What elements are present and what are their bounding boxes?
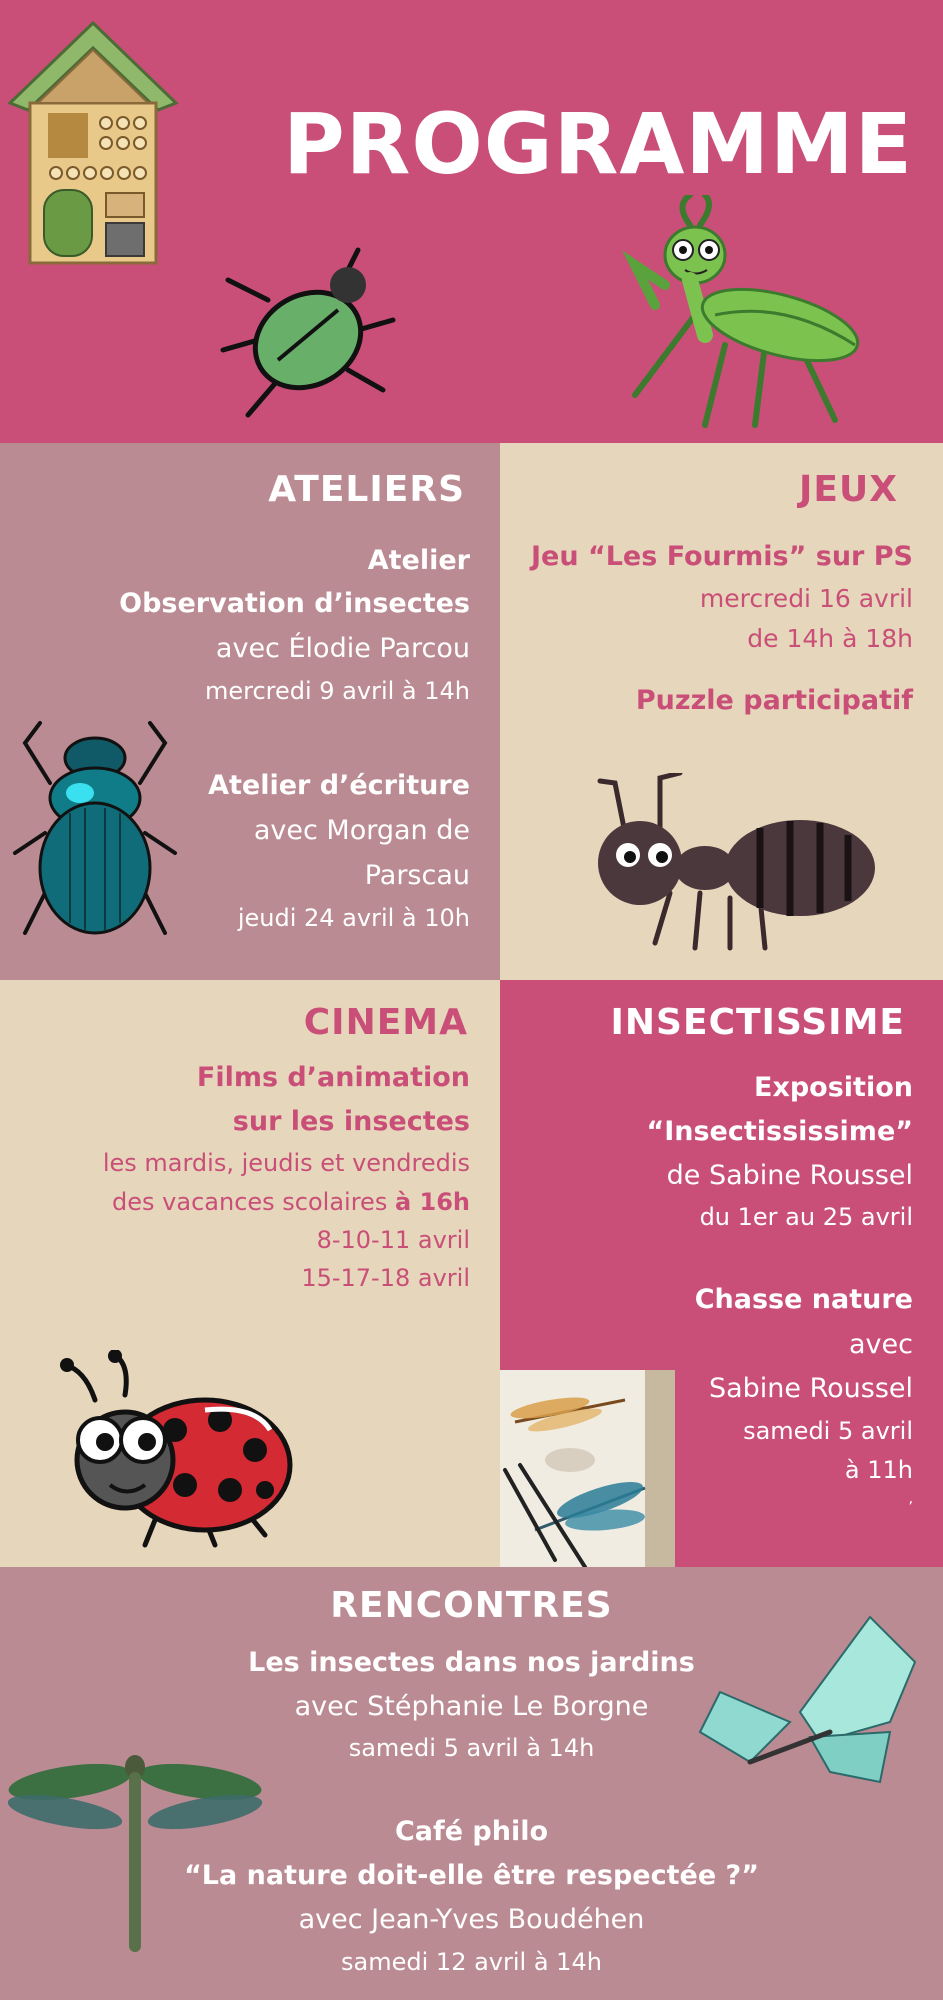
ateliers-title: ATELIERS: [268, 469, 465, 510]
cinema-title-line2: sur les insectes: [232, 1106, 470, 1137]
atelier-2-title: Atelier d’écriture: [208, 770, 470, 801]
cinema-dates-1: 8-10-11 avril: [316, 1226, 470, 1254]
jeux-1-title: Jeu “Les Fourmis” sur PS: [531, 541, 913, 572]
rencontre-2-subtitle: “La nature doit-elle être respectée ?”: [184, 1860, 759, 1891]
butterfly-icon: [690, 1612, 920, 1802]
page-title: PROGRAMME: [283, 95, 913, 193]
jeux-title: JEUX: [799, 469, 898, 510]
rencontre-2-host: avec Jean-Yves Boudéhen: [298, 1904, 645, 1935]
beetle-icon: [218, 240, 398, 430]
insectissime-title: INSECTISSIME: [610, 1002, 905, 1043]
rencontres-title: RENCONTRES: [330, 1585, 613, 1626]
dragonfly-icon: [5, 1727, 265, 1967]
expo-title: “Insectississime”: [646, 1116, 913, 1147]
insect-hotel-icon: [8, 18, 178, 268]
chasse-avec: avec: [849, 1329, 913, 1360]
atelier-1-label: Atelier: [367, 545, 470, 576]
rencontre-1-date: samedi 5 avril à 14h: [348, 1734, 595, 1762]
cinema-title: CINEMA: [303, 1002, 468, 1043]
cinema-dates-2: 15-17-18 avril: [301, 1264, 470, 1292]
mantis-icon: [595, 195, 875, 440]
cinema-time: à 16h: [394, 1188, 470, 1216]
rencontre-1-host: avec Stéphanie Le Borgne: [294, 1691, 649, 1722]
expo-artist: de Sabine Roussel: [666, 1160, 913, 1191]
cinema-title-line1: Films d’animation: [196, 1062, 470, 1093]
chasse-time: à 11h: [844, 1456, 913, 1484]
jeux-section: [500, 443, 943, 980]
atelier-2-host-line2: Parscau: [364, 860, 470, 891]
chasse-host: Sabine Roussel: [708, 1373, 913, 1404]
scarab-icon: [10, 713, 180, 943]
jeux-1-date: mercredi 16 avril: [699, 584, 913, 613]
insectissime-section: [500, 980, 943, 1567]
jeux-2-title: Puzzle participatif: [635, 685, 913, 716]
damselfly-drawing-icon: [500, 1370, 675, 1567]
rencontre-2-title: Café philo: [394, 1816, 549, 1847]
header-section: [0, 0, 943, 443]
cinema-period-text: des vacances scolaires: [112, 1188, 395, 1216]
chasse-mark: ‚: [908, 1491, 913, 1507]
cinema-period: [112, 1187, 470, 1218]
jeux-1-time: de 14h à 18h: [747, 624, 913, 653]
atelier-1-date: mercredi 9 avril à 14h: [204, 677, 470, 705]
atelier-2-date: jeudi 24 avril à 10h: [237, 904, 470, 932]
chasse-date: samedi 5 avril: [743, 1417, 913, 1445]
cinema-section: [0, 980, 500, 1567]
rencontres-section: [0, 1567, 943, 2000]
cinema-days: les mardis, jeudis et vendredis: [102, 1149, 470, 1177]
chasse-title: Chasse nature: [694, 1284, 913, 1315]
ladybug-icon: [55, 1350, 295, 1550]
atelier-2-host-line1: avec Morgan de: [253, 815, 470, 846]
expo-dates: du 1er au 25 avril: [699, 1203, 913, 1231]
ant-icon: [590, 773, 880, 953]
rencontre-1-title: Les insectes dans nos jardins: [248, 1647, 695, 1678]
atelier-1-host: avec Élodie Parcou: [215, 633, 470, 664]
rencontre-2-date: samedi 12 avril à 14h: [341, 1948, 602, 1976]
ateliers-section: [0, 443, 500, 980]
expo-label: Exposition: [754, 1072, 913, 1103]
atelier-1-title: Observation d’insectes: [119, 588, 470, 619]
